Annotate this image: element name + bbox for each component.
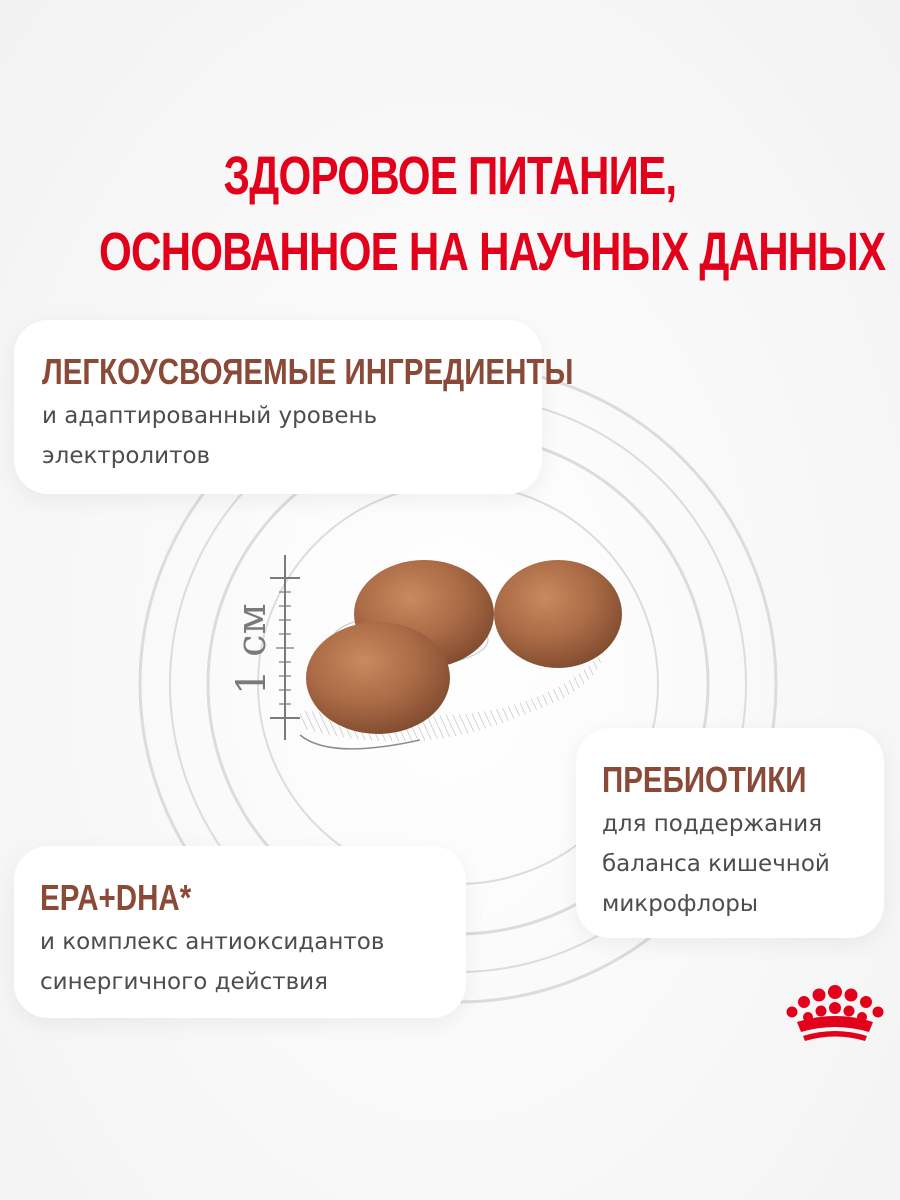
card-line: микрофлоры <box>602 891 759 917</box>
feature-card-epa-dha <box>14 846 466 1018</box>
title-line-2: ОСНОВАННОЕ НА НАУЧНЫХ ДАННЫХ <box>99 222 886 282</box>
card-line: и комплекс антиоксидантов <box>40 929 385 955</box>
title-line-1: ЗДОРОВОЕ ПИТАНИЕ, <box>223 146 677 206</box>
page-title <box>99 138 886 290</box>
card-title: ЛЕГКОУСВОЯЕМЫЕ ИНГРЕДИЕНТЫ <box>42 351 574 392</box>
card-line: баланса кишечной <box>602 851 830 877</box>
card-description <box>602 804 884 924</box>
card-description <box>42 396 542 476</box>
card-title: ПРЕБИОТИКИ <box>602 759 807 800</box>
card-description <box>40 922 466 1002</box>
card-line: электролитов <box>42 443 211 469</box>
card-line: для поддержания <box>602 811 823 837</box>
card-line: и адаптированный уровень <box>42 403 378 429</box>
kibble-pieces <box>306 560 622 734</box>
feature-card-ingredients <box>14 320 574 494</box>
card-title: EPA+DHA* <box>40 877 192 918</box>
feature-card-prebiotics <box>576 728 884 938</box>
card-line: синергичного действия <box>40 969 328 995</box>
ruler-label: 1 см <box>229 603 275 695</box>
crown-icon <box>783 984 887 1042</box>
